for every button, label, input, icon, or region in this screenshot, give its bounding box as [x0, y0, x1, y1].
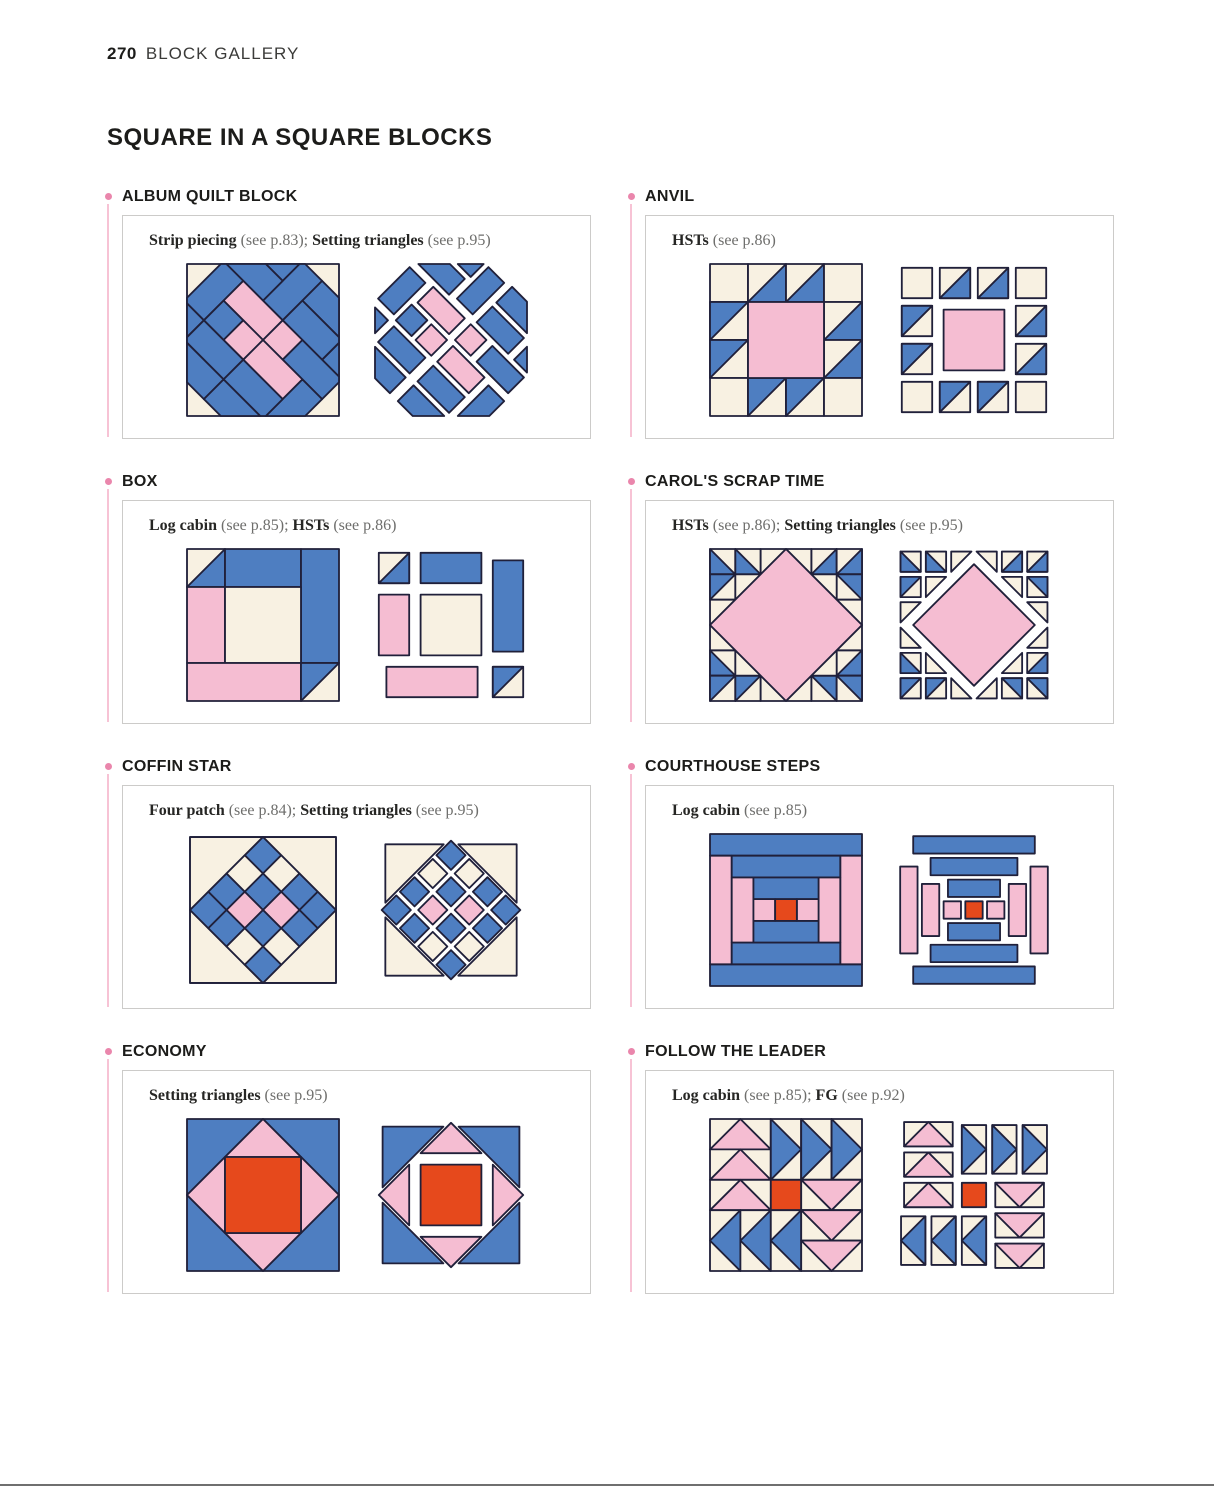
bullet-icon	[628, 1048, 635, 1055]
caption-ref-1: (see p.95)	[260, 1087, 328, 1104]
caption-ref-1: (see p.85);	[740, 1087, 816, 1104]
block-caption	[149, 801, 564, 821]
block-title: COURTHOUSE STEPS	[645, 758, 821, 775]
economy-assembled-diagram	[187, 1119, 339, 1271]
caption-ref-1: (see p.85);	[217, 517, 293, 534]
caption-ref-2: (see p.95)	[423, 232, 491, 249]
courthouse-steps-exploded-diagram	[898, 834, 1050, 986]
block-panel	[645, 785, 1114, 1009]
caption-technique-1: HSTs	[672, 517, 709, 534]
caption-ref-1: (see p.83);	[236, 232, 313, 249]
block-title: CAROL'S SCRAP TIME	[645, 473, 825, 490]
block-section-courthouse-steps	[630, 758, 1114, 1009]
block-title: FOLLOW THE LEADER	[645, 1043, 827, 1060]
bullet-icon	[628, 193, 635, 200]
caption-ref-1: (see p.86);	[708, 517, 785, 534]
caption-ref-2: (see p.92)	[837, 1087, 905, 1104]
block-title: ALBUM QUILT BLOCK	[122, 188, 298, 205]
caption-ref-2: (see p.95)	[895, 517, 963, 534]
block-panel	[122, 1070, 591, 1294]
carols-scrap-time-assembled-diagram	[710, 549, 862, 701]
block-section-box	[107, 473, 591, 724]
block-caption	[672, 516, 1087, 536]
caption-technique-1: Four patch	[149, 802, 225, 819]
accent-line	[630, 489, 632, 722]
block-title: ANVIL	[645, 188, 695, 205]
caption-ref-1: (see p.84);	[224, 802, 301, 819]
block-panel	[645, 1070, 1114, 1294]
accent-line	[107, 489, 109, 722]
block-title: ECONOMY	[122, 1043, 207, 1060]
block-section-economy	[107, 1043, 591, 1294]
caption-technique-1: Log cabin	[672, 802, 741, 819]
block-section-follow-the-leader	[630, 1043, 1114, 1294]
block-caption	[672, 801, 1087, 821]
block-gallery-grid	[107, 188, 1114, 1294]
page-number: 270	[107, 44, 137, 63]
diagrams-row	[149, 1119, 564, 1271]
caption-technique-2: HSTs	[292, 517, 330, 534]
accent-line	[107, 204, 109, 437]
accent-line	[107, 774, 109, 1007]
box-assembled-diagram	[187, 549, 339, 701]
block-section-album	[107, 188, 591, 439]
coffin-star-assembled-diagram	[187, 834, 339, 986]
bullet-icon	[628, 763, 635, 770]
courthouse-steps-assembled-diagram	[710, 834, 862, 986]
caption-technique-1: Log cabin	[672, 1087, 741, 1104]
album-assembled-diagram	[187, 264, 339, 416]
block-caption	[149, 516, 564, 536]
page-title: SQUARE IN A SQUARE BLOCKS	[107, 124, 493, 151]
bullet-icon	[628, 478, 635, 485]
diagrams-row	[672, 264, 1087, 416]
diagrams-row	[149, 264, 564, 416]
block-caption	[149, 231, 564, 251]
accent-line	[630, 204, 632, 437]
anvil-assembled-diagram	[710, 264, 862, 416]
block-title: COFFIN STAR	[122, 758, 232, 775]
anvil-exploded-diagram	[898, 264, 1050, 416]
page-header	[107, 44, 1214, 64]
diagrams-row	[149, 834, 564, 986]
block-caption	[149, 1086, 564, 1106]
block-panel	[122, 215, 591, 439]
caption-technique-2: FG	[815, 1087, 838, 1104]
bullet-icon	[105, 193, 112, 200]
block-panel	[645, 215, 1114, 439]
caption-technique-2: Setting triangles	[312, 232, 424, 249]
coffin-star-exploded-diagram	[375, 834, 527, 986]
accent-line	[630, 1059, 632, 1292]
caption-technique-1: HSTs	[672, 232, 709, 249]
caption-ref-2: (see p.95)	[411, 802, 479, 819]
bullet-icon	[105, 478, 112, 485]
accent-line	[630, 774, 632, 1007]
economy-exploded-diagram	[375, 1119, 527, 1271]
box-exploded-diagram	[375, 549, 527, 701]
caption-technique-1: Log cabin	[149, 517, 218, 534]
follow-the-leader-assembled-diagram	[710, 1119, 862, 1271]
diagrams-row	[672, 834, 1087, 986]
diagrams-row	[672, 1119, 1087, 1271]
carols-scrap-time-exploded-diagram	[898, 549, 1050, 701]
follow-the-leader-exploded-diagram	[898, 1119, 1050, 1271]
block-panel	[122, 500, 591, 724]
block-section-anvil	[630, 188, 1114, 439]
caption-ref-1: (see p.85)	[740, 802, 808, 819]
block-section-carols-scrap-time	[630, 473, 1114, 724]
caption-technique-2: Setting triangles	[300, 802, 412, 819]
album-exploded-diagram	[375, 264, 527, 416]
block-panel	[122, 785, 591, 1009]
bullet-icon	[105, 1048, 112, 1055]
block-caption	[672, 1086, 1087, 1106]
diagrams-row	[149, 549, 564, 701]
accent-line	[107, 1059, 109, 1292]
caption-technique-1: Strip piecing	[149, 232, 237, 249]
block-title: BOX	[122, 473, 158, 490]
caption-technique-2: Setting triangles	[784, 517, 896, 534]
block-section-coffin-star	[107, 758, 591, 1009]
block-panel	[645, 500, 1114, 724]
caption-ref-1: (see p.86)	[708, 232, 776, 249]
diagrams-row	[672, 549, 1087, 701]
block-caption	[672, 231, 1087, 251]
bullet-icon	[105, 763, 112, 770]
caption-ref-2: (see p.86)	[329, 517, 397, 534]
caption-technique-1: Setting triangles	[149, 1087, 261, 1104]
page-section-label: BLOCK GALLERY	[145, 44, 300, 63]
